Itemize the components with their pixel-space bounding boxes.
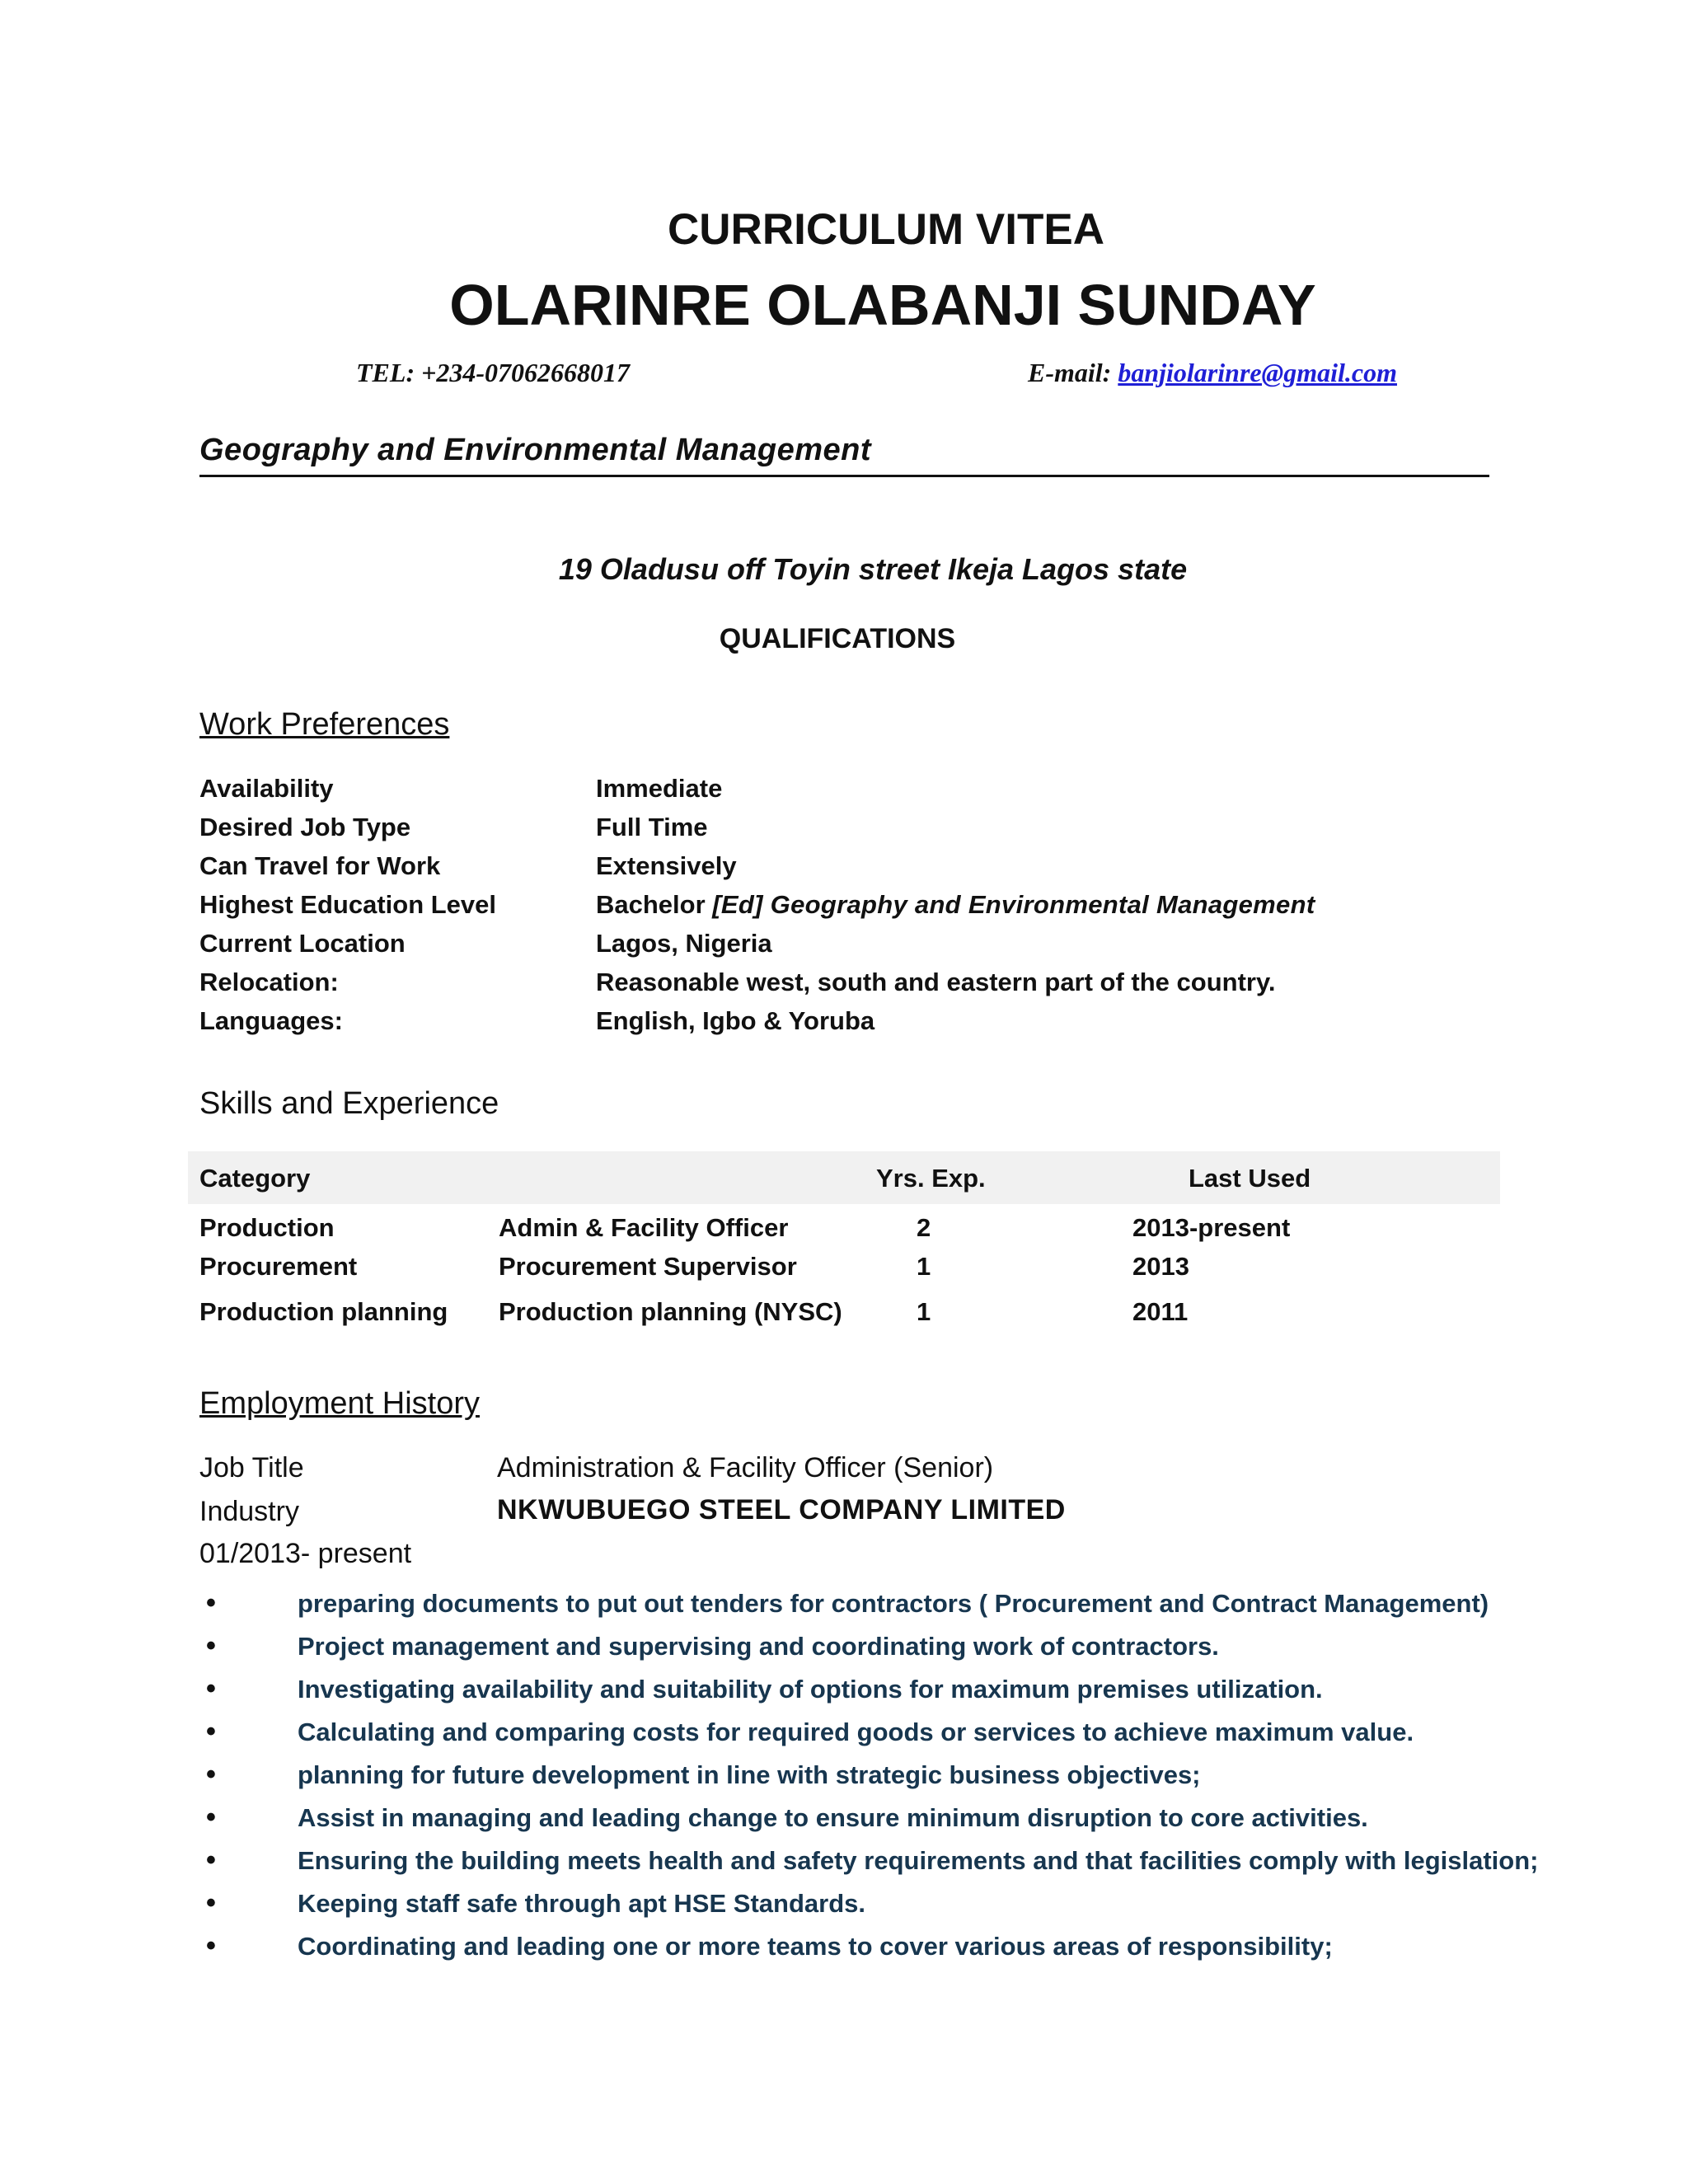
document-title: CURRICULUM VITEA bbox=[668, 205, 1104, 254]
email-link[interactable]: banjiolarinre@gmail.com bbox=[1118, 358, 1397, 387]
bullet-icon: • bbox=[206, 1587, 216, 1619]
company-name: NKWUBUEGO STEEL COMPANY LIMITED bbox=[497, 1494, 1066, 1526]
skill-last-used: 2011 bbox=[1132, 1297, 1189, 1326]
skill-years: 2 bbox=[917, 1213, 931, 1242]
duty-text: Ensuring the building meets health and safety requirements and that facilities comply with legislation; bbox=[298, 1846, 1539, 1875]
bullet-icon: • bbox=[206, 1673, 216, 1704]
industry-label: Industry bbox=[199, 1496, 299, 1527]
candidate-name: OLARINRE OLABANJI SUNDAY bbox=[449, 273, 1316, 337]
pref-value: Lagos, Nigeria bbox=[596, 929, 772, 958]
pref-label: Current Location bbox=[199, 929, 406, 958]
pref-value: Immediate bbox=[596, 774, 723, 803]
pref-label: Desired Job Type bbox=[199, 813, 411, 841]
phone-number: TEL: +234-07062668017 bbox=[356, 358, 630, 387]
duty-text: Calculating and comparing costs for required goods or services to achieve maximum value. bbox=[298, 1718, 1414, 1746]
duty-text: Investigating availability and suitability of options for maximum premises utilization. bbox=[298, 1675, 1323, 1704]
bullet-icon: • bbox=[206, 1630, 216, 1661]
pref-label: Relocation: bbox=[199, 968, 339, 996]
column-header-years: Yrs. Exp. bbox=[876, 1164, 986, 1193]
pref-label: Availability bbox=[199, 774, 334, 803]
pref-value: Full Time bbox=[596, 813, 708, 841]
horizontal-rule bbox=[199, 475, 1489, 477]
skill-category: Production bbox=[199, 1213, 335, 1242]
column-header-last-used: Last Used bbox=[1189, 1164, 1311, 1193]
job-title: Administration & Facility Officer (Senior) bbox=[497, 1452, 994, 1483]
skill-years: 1 bbox=[917, 1252, 931, 1281]
work-preferences-heading: Work Preferences bbox=[199, 707, 450, 742]
column-header-category: Category bbox=[199, 1164, 311, 1193]
pref-value: Reasonable west, south and eastern part of the country. bbox=[596, 968, 1276, 996]
duty-text: planning for future development in line with strategic business objectives; bbox=[298, 1760, 1201, 1789]
skill-years: 1 bbox=[917, 1297, 931, 1326]
duty-text: Project management and supervising and coordinating work of contractors. bbox=[298, 1632, 1219, 1661]
degree-field: [Ed] Geography and Environmental Management bbox=[712, 890, 1315, 919]
degree-type: Bachelor bbox=[596, 890, 713, 919]
bullet-icon: • bbox=[206, 1887, 216, 1919]
bullet-icon: • bbox=[206, 1802, 216, 1833]
skill-last-used: 2013 bbox=[1132, 1252, 1189, 1281]
duty-text: preparing documents to put out tenders for contractors ( Procurement and Contract Management) bbox=[298, 1589, 1489, 1618]
skill-role: Admin & Facility Officer bbox=[499, 1213, 789, 1242]
skill-category: Procurement bbox=[199, 1252, 358, 1281]
skills-heading: Skills and Experience bbox=[199, 1086, 499, 1121]
duty-text: Coordinating and leading one or more teams to cover various areas of responsibility; bbox=[298, 1932, 1333, 1961]
skill-role: Production planning (NYSC) bbox=[499, 1297, 842, 1326]
qualifications-heading: QUALIFICATIONS bbox=[719, 623, 956, 654]
job-title-label: Job Title bbox=[199, 1452, 304, 1483]
bullet-icon: • bbox=[206, 1930, 216, 1961]
employment-period: 01/2013- present bbox=[199, 1538, 412, 1569]
field-of-study-heading: Geography and Environmental Management bbox=[199, 433, 872, 467]
skill-category: Production planning bbox=[199, 1297, 448, 1326]
duty-text: Keeping staff safe through apt HSE Standards. bbox=[298, 1889, 865, 1918]
email-label: E-mail: bbox=[1028, 358, 1118, 387]
pref-label: Can Travel for Work bbox=[199, 851, 441, 880]
employment-history-heading: Employment History bbox=[199, 1386, 480, 1421]
pref-value bbox=[596, 890, 1315, 920]
email-line bbox=[1028, 358, 1397, 388]
bullet-icon: • bbox=[206, 1759, 216, 1790]
bullet-icon: • bbox=[206, 1844, 216, 1876]
bullet-icon: • bbox=[206, 1716, 216, 1747]
duty-text: Assist in managing and leading change to ensure minimum disruption to core activities. bbox=[298, 1803, 1368, 1832]
address: 19 Oladusu off Toyin street Ikeja Lagos state bbox=[558, 552, 1188, 586]
pref-value: English, Igbo & Yoruba bbox=[596, 1006, 875, 1035]
pref-label: Highest Education Level bbox=[199, 890, 497, 919]
skill-last-used: 2013-present bbox=[1132, 1213, 1291, 1242]
pref-value: Extensively bbox=[596, 851, 737, 880]
skill-role: Procurement Supervisor bbox=[499, 1252, 797, 1281]
pref-label: Languages: bbox=[199, 1006, 343, 1035]
